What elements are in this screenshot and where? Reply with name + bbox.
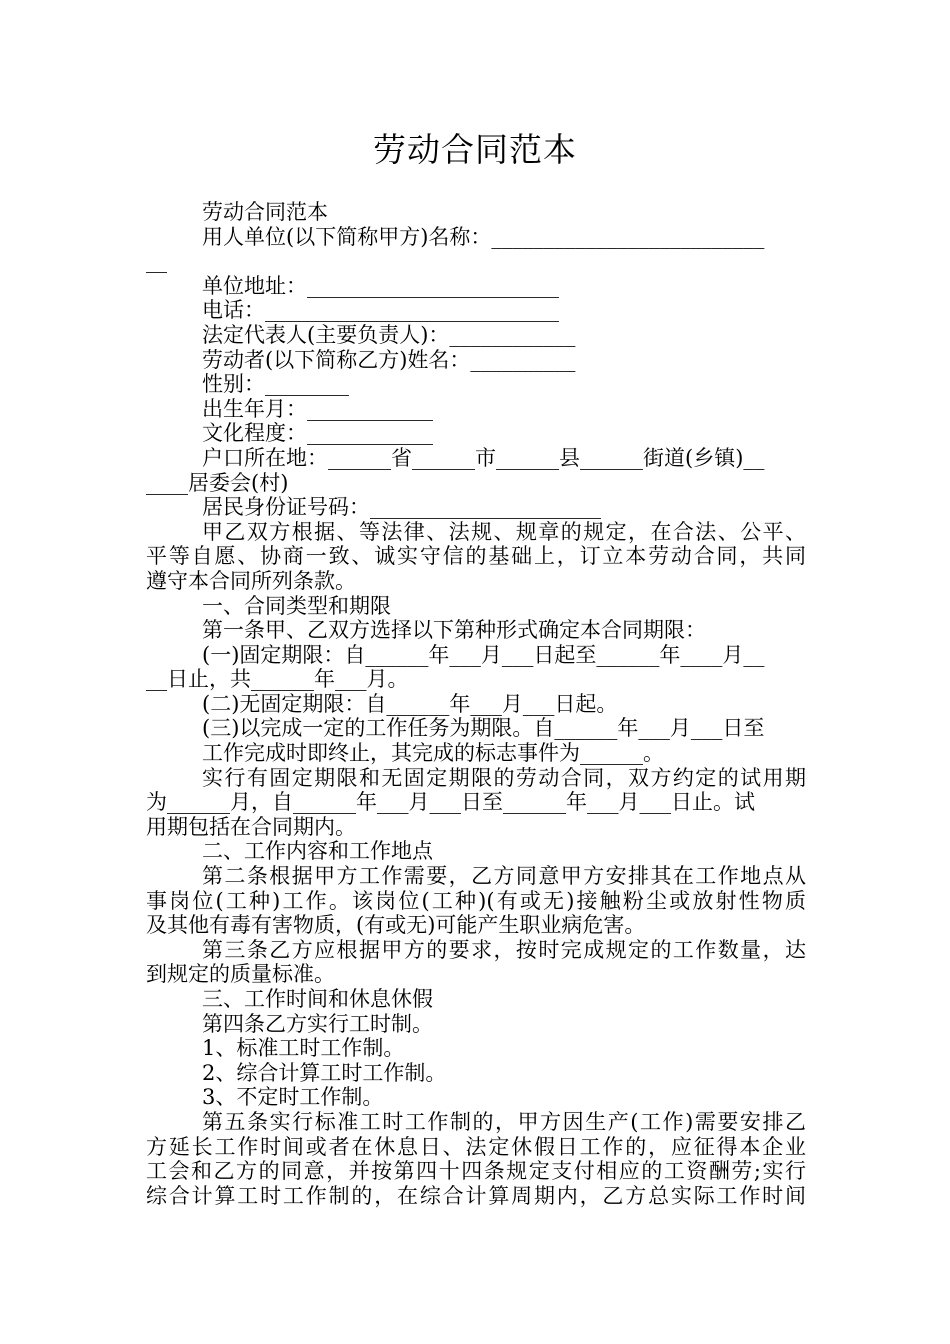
text-line: 出生年月：____________ bbox=[202, 396, 433, 421]
text-line: 为______月，自______年___月___日至______年___月___日止。试 bbox=[146, 790, 755, 815]
text-line: (一)固定期限：自______年___月___日起至______年____月__ bbox=[202, 642, 765, 667]
text-line: 及其他有毒有害物质，(有或无)可能产生职业病危害。 bbox=[146, 913, 646, 938]
text-line: 综合计算工时工作制的，在综合计算周期内，乙方总实际工作时间 bbox=[146, 1183, 806, 1208]
text-line: 性别：________ bbox=[202, 372, 349, 397]
text-line: (三)以完成一定的工作任务为期限。自______年___月___日至 bbox=[202, 716, 765, 741]
text-line: 劳动合同范本 bbox=[202, 200, 328, 224]
text-line: 劳动者(以下简称乙方)姓名：__________ bbox=[202, 347, 576, 372]
text-line: __ bbox=[146, 249, 167, 274]
text-line: 二、工作内容和工作地点 bbox=[202, 839, 433, 864]
text-line: 户口所在地：______省______市______县______街道(乡镇)__ bbox=[202, 445, 765, 470]
text-line: 甲乙双方根据、等法律、法规、规章的规定，在合法、公平、 bbox=[202, 519, 806, 544]
text-line: 居民身份证号码：______________________ bbox=[202, 495, 601, 520]
document-title: 劳动合同范本 bbox=[373, 130, 577, 169]
text-line: 3、不定时工作制。 bbox=[202, 1085, 384, 1110]
text-line: ____居委会(村) bbox=[146, 470, 289, 495]
text-line: 用期包括在合同期内。 bbox=[146, 814, 356, 839]
text-line: 法定代表人(主要负责人)：____________ bbox=[202, 322, 576, 347]
text-line: 电话：____________________________ bbox=[202, 298, 559, 323]
text-line: 1、标准工时工作制。 bbox=[202, 1036, 405, 1061]
text-line: 单位地址：________________________ bbox=[202, 273, 559, 298]
text-line: 方延长工作时间或者在休息日、法定休假日工作的，应征得本企业 bbox=[146, 1134, 806, 1159]
text-line: 文化程度：____________ bbox=[202, 421, 433, 446]
text-line: 工作完成时即终止，其完成的标志事件为______。 bbox=[202, 741, 664, 766]
text-line: 第二条根据甲方工作需要，乙方同意甲方安排其在工作地点从 bbox=[202, 864, 806, 889]
text-line: 遵守本合同所列条款。 bbox=[146, 568, 356, 593]
text-line: 平等自愿、协商一致、诚实守信的基础上，订立本劳动合同，共同 bbox=[146, 544, 806, 569]
text-line: 到规定的质量标准。 bbox=[146, 962, 335, 987]
text-line: 工会和乙方的同意，并按第四十四条规定支付相应的工资酬劳;实行 bbox=[146, 1159, 806, 1184]
text-line: 2、综合计算工时工作制。 bbox=[202, 1060, 447, 1085]
text-line: 实行有固定期限和无固定期限的劳动合同，双方约定的试用期 bbox=[202, 765, 806, 790]
text-line: (二)无固定期限：自______年___月___日起。 bbox=[202, 691, 618, 716]
document-body bbox=[146, 200, 806, 1208]
text-line: 第四条乙方实行工时制。 bbox=[202, 1011, 433, 1036]
text-line: 第一条甲、乙双方选择以下第种形式确定本合同期限： bbox=[202, 618, 706, 643]
text-line: __日止，共______年___月。 bbox=[146, 667, 409, 692]
text-line: 三、工作时间和休息休假 bbox=[202, 987, 433, 1011]
text-line: 第五条实行标准工时工作制的，甲方因生产(工作)需要安排乙 bbox=[202, 1109, 806, 1134]
text-line: 事岗位(工种)工作。该岗位(工种)(有或无)接触粉尘或放射性物质 bbox=[146, 888, 806, 913]
text-line: 用人单位(以下简称甲方)名称：__________________________ bbox=[202, 224, 765, 249]
text-line: 一、合同类型和期限 bbox=[202, 593, 391, 618]
text-line: 第三条乙方应根据甲方的要求，按时完成规定的工作数量，达 bbox=[202, 937, 806, 962]
